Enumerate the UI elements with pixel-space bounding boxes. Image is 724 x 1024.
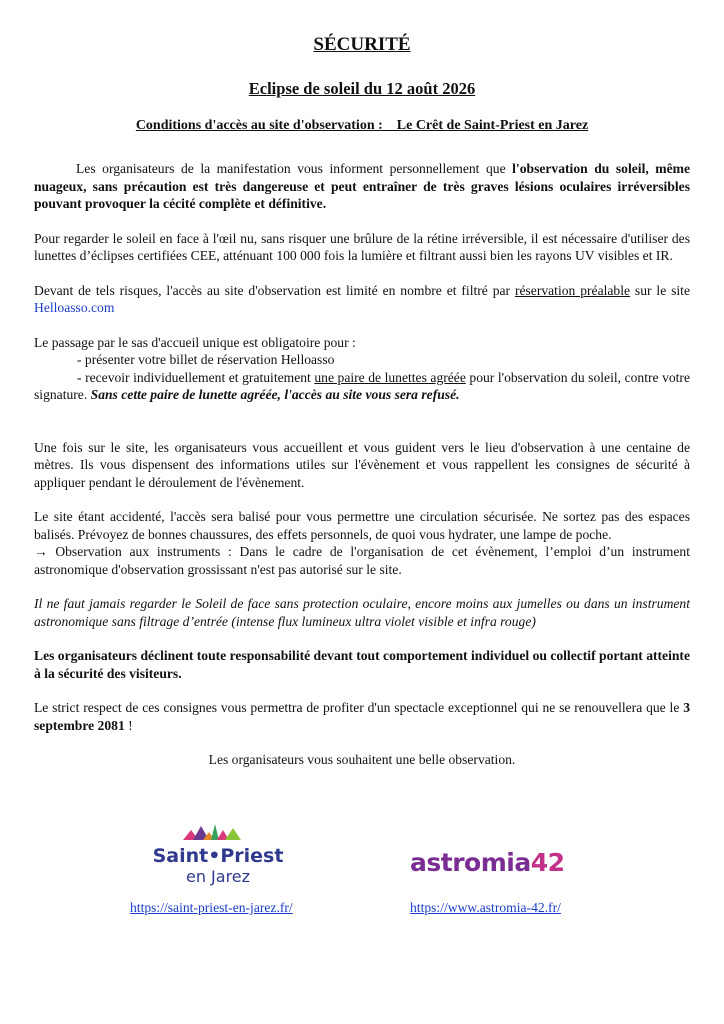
saint-priest-emblem-icon <box>143 818 293 888</box>
next-eclipse-date: 3 septembre 2081 <box>34 700 690 733</box>
entry-intro: Le passage par le sas d'accueil unique est obligatoire pour : <box>34 334 356 350</box>
astromia-logo <box>410 848 570 884</box>
site-paragraph: Le site étant accidenté, l'accès sera balisé pour vous permettre une circulation sécurisée. Ne sortez pas des espaces balisés. Prévoyez de bonnes chaussures, des effets personnels, de quoi vous hydrater, une lampe de poche. <box>34 509 690 542</box>
welcome-paragraph: Une fois sur le site, les organisateurs vous accueillent et vous guident vers le lieu d'observation à une centaine de mètres. Ils vous dispensent des informations utiles sur l'évènement et vous rappellent les consignes de sécurité à appliquer pendant le déroulement de l'évènement. <box>34 439 690 490</box>
saint-priest-link[interactable]: https://saint-priest-en-jarez.fr/ <box>130 900 293 915</box>
astromia-link[interactable]: https://www.astromia-42.fr/ <box>410 900 561 915</box>
next-eclipse-text: Le strict respect de ces consignes vous permettra de profiter d'un spectacle exceptionnel qui ne se renouvellera que le <box>34 700 684 715</box>
access-conditions-heading: Conditions d'accès au site d'observation : Le Crêt de Saint-Priest en Jarez <box>135 118 589 133</box>
saint-priest-logo-subtext: en Jarez <box>185 867 251 886</box>
saint-priest-logo <box>143 818 293 888</box>
footer <box>0 818 724 928</box>
page-title: SÉCURITÉ <box>313 34 411 55</box>
warning-bold: l'observation du soleil, même nuageux, sans précaution est très dangereuse et peut entraîner de très graves lésions oculaires irréversibles pouvant provoquer la cécité complète et définitive. <box>34 161 690 211</box>
glasses-paragraph: Pour regarder le soleil en face à l'œil nu, sans risquer une brûlure de la rétine irréversible, il est nécessaire d'utiliser des lunettes d’éclipses certifiées CEE, atténuant 100 000 fois la lumière et filtrant aussi bien les rayons UV visibles et IR. <box>34 230 690 263</box>
event-subtitle: Eclipse de soleil du 12 août 2026 <box>248 79 476 98</box>
reservation-text: Devant de tels risques, l'accès au site d'observation est limité en nombre et filtré par <box>34 282 515 298</box>
liability-paragraph: Les organisateurs déclinent toute responsabilité devant tout comportement individuel ou collectif portant atteinte à la sécurité des visiteurs. <box>34 648 690 681</box>
list-item-ticket: - présenter votre billet de réservation Helloasso <box>77 352 335 367</box>
reservation-underlined: réservation préalable <box>514 282 631 298</box>
glasses-item-text-2: pour l'observation du soleil, contre votre signature. <box>34 369 690 402</box>
arrow-icon: → <box>34 544 48 559</box>
instruments-text: Observation aux instruments : Dans le cadre de l'organisation de cet évènement, l’emploi d’un instrument astronomique d'observation grossissant n'est pas autorisé sur le site. <box>34 544 690 577</box>
italic-warning-paragraph: Il ne faut jamais regarder le Soleil de face sans protection oculaire, encore moins aux jumelles ou dans un instrument astronomique sans filtrage d’entrée (intense flux lumineux ultra violet visible et infra rouge) <box>34 596 690 629</box>
astromia-logo-number: 42 <box>530 848 565 877</box>
next-eclipse-end: ! <box>124 717 133 733</box>
next-eclipse-paragraph <box>34 699 690 734</box>
closing-line: Les organisateurs vous souhaitent une belle observation. <box>208 752 516 767</box>
glasses-item-underlined: une paire de lunettes agréée <box>314 369 466 385</box>
reservation-paragraph <box>34 282 690 317</box>
warning-paragraph <box>34 160 690 213</box>
astromia-logo-text: astromia <box>410 848 531 877</box>
glasses-item-text: - recevoir individuellement et gratuitement <box>77 369 315 385</box>
document-body <box>34 160 690 769</box>
instruments-paragraph <box>34 543 690 578</box>
warning-lead: Les organisateurs de la manifestation vous informent personnellement que <box>76 161 513 176</box>
saint-priest-logo-text: Saint•Priest <box>152 845 284 867</box>
reservation-text-2: sur le site <box>630 282 690 298</box>
list-item-glasses <box>34 369 690 404</box>
refusal-warning: Sans cette paire de lunette agréée, l'accès au site vous sera refusé. <box>90 387 460 402</box>
helloasso-link[interactable]: Helloasso.com <box>34 300 115 315</box>
